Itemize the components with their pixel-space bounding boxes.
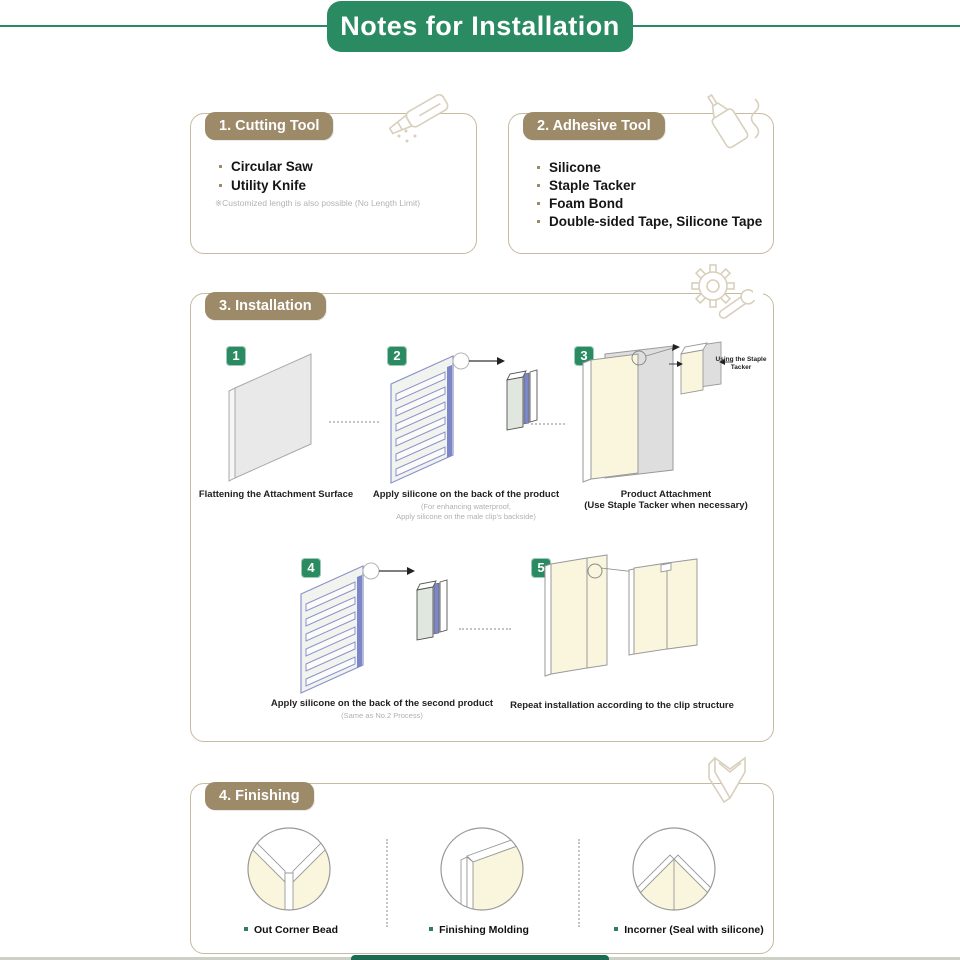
finishing-item-label: Finishing Molding [439, 924, 529, 936]
step-caption-sub: Apply silicone on the male clip's backside) [396, 512, 536, 521]
bullet-icon [537, 202, 540, 205]
step-caption-sub: (Same as No.2 Process) [341, 711, 423, 720]
step3-annotation: Using the Staple Tacker [715, 356, 767, 371]
gear-wrench-icon [687, 262, 765, 328]
finishing-item [589, 924, 789, 936]
silicone-tube-icon [699, 83, 771, 151]
list-item [537, 196, 623, 214]
list-item-label: Utility Knife [231, 178, 307, 193]
step-caption: Flattening the Attachment Surface [198, 489, 354, 500]
dotted-separator [578, 839, 580, 927]
step-badge-2: 2 [387, 346, 407, 366]
dotted-separator [386, 839, 388, 927]
section-label-cutting: 1. Cutting Tool [205, 112, 333, 140]
step-badge-3: 3 [574, 346, 594, 366]
list-item [537, 214, 762, 232]
incorner-diagram [631, 826, 717, 912]
utility-knife-icon [371, 90, 459, 150]
footer-bar [351, 955, 609, 960]
note-text: ※Customized length is also possible (No Length Limit) [215, 198, 421, 208]
dotted-separator [459, 628, 511, 630]
bullet-icon [219, 165, 222, 168]
bullet-icon [244, 927, 248, 931]
step-caption: Repeat installation according to the clip structure [510, 700, 734, 711]
list-item-label: Foam Bond [549, 196, 624, 211]
section-label-finishing: 4. Finishing [205, 782, 314, 810]
bullet-icon [429, 927, 433, 931]
step-badge-4: 4 [301, 558, 321, 578]
list-item-label: Silicone [549, 160, 601, 175]
step-caption: (Use Staple Tacker when necessary) [584, 500, 748, 511]
finishing-card [190, 783, 774, 954]
finishing-item [191, 924, 391, 936]
finishing-item [379, 924, 579, 936]
list-item [537, 160, 601, 178]
step-badge-1: 1 [226, 346, 246, 366]
list-item [537, 178, 636, 196]
list-item-label: Circular Saw [231, 159, 313, 174]
finishing-item-label: Incorner (Seal with silicone) [624, 924, 764, 936]
list-item [219, 178, 306, 196]
bullet-icon [537, 166, 540, 169]
installation-card [190, 293, 774, 742]
bullet-icon [614, 927, 618, 931]
step4-silicone-diagram [287, 546, 457, 696]
step5-repeat-diagram [521, 546, 756, 696]
adhesive-tool-card [508, 113, 774, 254]
finishing-molding-diagram [439, 826, 525, 912]
section-label-adhesive: 2. Adhesive Tool [523, 112, 665, 140]
step-caption: Apply silicone on the back of the product [372, 489, 560, 500]
list-item-label: Double-sided Tape, Silicone Tape [549, 214, 763, 229]
step1-panel-diagram [221, 342, 331, 484]
finishing-item-label: Out Corner Bead [253, 924, 338, 936]
out-corner-bead-diagram [246, 826, 332, 912]
step-caption: Product Attachment [620, 489, 712, 500]
step2-silicone-diagram [377, 336, 547, 486]
bullet-icon [537, 184, 540, 187]
corner-molding-icon [701, 752, 759, 816]
step-caption: Apply silicone on the back of the second product [270, 698, 494, 709]
step-badge-5: 5 [531, 558, 551, 578]
cutting-tool-card [190, 113, 477, 254]
step-caption-sub: (For enhancing waterproof, [420, 502, 512, 511]
dotted-separator [329, 421, 379, 423]
bullet-icon [537, 220, 540, 223]
list-item-label: Staple Tacker [549, 178, 636, 193]
page-title: Notes for Installation [327, 1, 633, 52]
list-item [219, 159, 313, 177]
section-label-installation: 3. Installation [205, 292, 326, 320]
bullet-icon [219, 184, 222, 187]
